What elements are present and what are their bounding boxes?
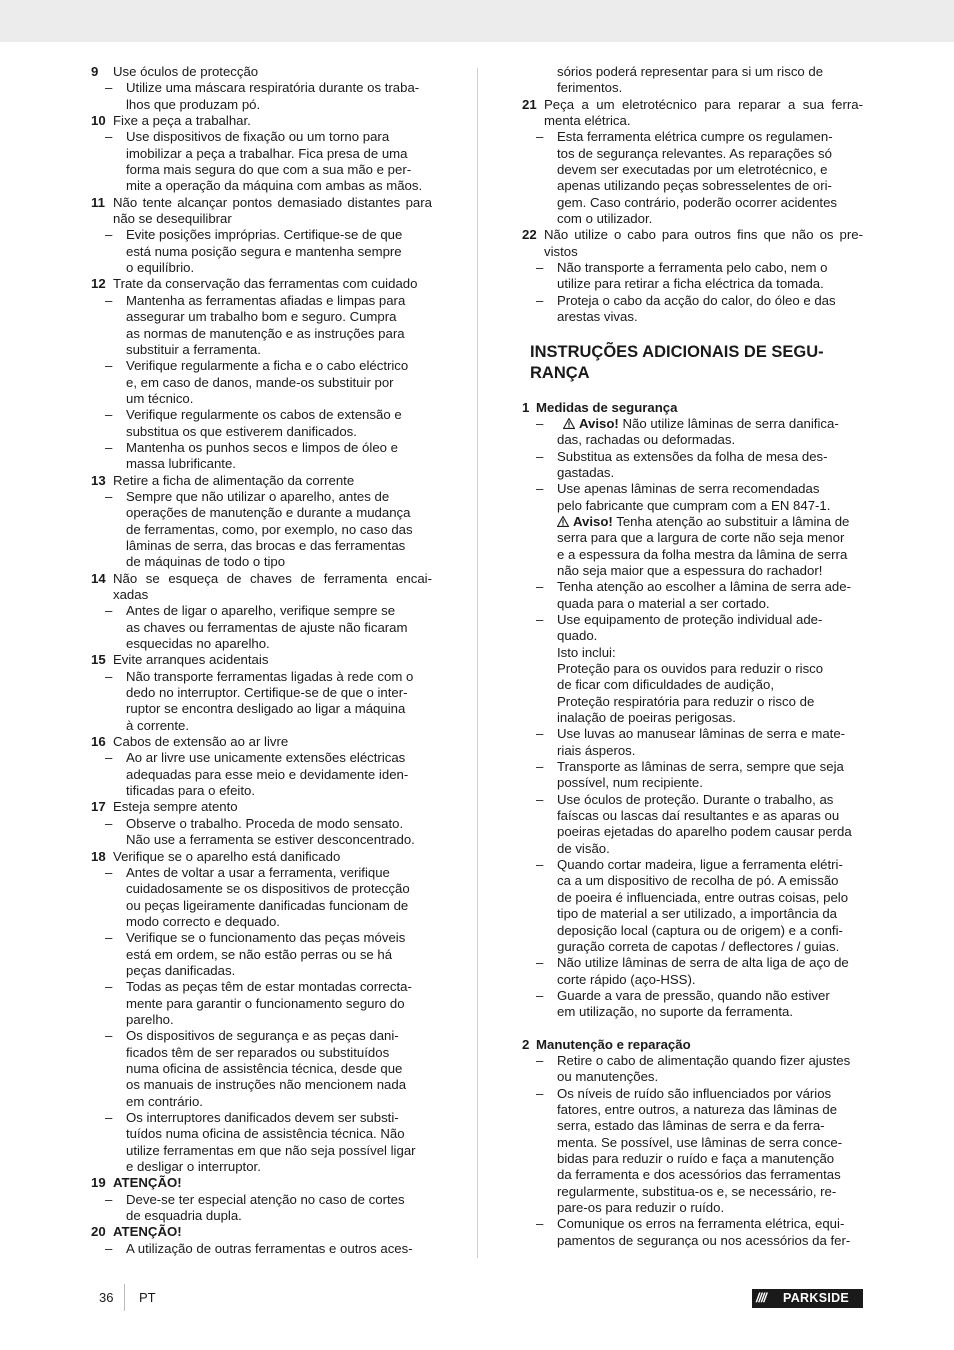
text-line: lâminas de serra, das brocas e das ferramentas <box>126 537 406 553</box>
list-item <box>91 799 432 815</box>
text-line: bidas para reduzir o ruído e faça a manutenção <box>557 1150 835 1166</box>
text-line: tipo de material a ser utilizado, a importância da <box>557 906 838 922</box>
text-line: utilize para retirar a ficha eléctrica da tomada. <box>557 276 824 292</box>
text-line: arestas vivas. <box>557 309 638 325</box>
text-line: Verifique regularmente a ficha e o cabo eléctrico <box>126 358 409 374</box>
text-line: tos de segurança relevantes. As reparações só <box>557 145 832 161</box>
item-number: 9 <box>91 64 99 79</box>
warning-icon <box>563 416 575 431</box>
subsection-label: Manutenção e reparação <box>536 1036 691 1052</box>
bullet-dash: – <box>536 987 544 1003</box>
warning-label: Aviso! <box>573 513 613 529</box>
bullet-dash: – <box>105 1110 113 1125</box>
bullet-item <box>522 955 863 988</box>
item-number: 11 <box>91 194 105 210</box>
text-line: substituir a ferramenta. <box>126 341 261 357</box>
heading-line: INSTRUÇÕES ADICIONAIS DE SEGU- <box>530 342 824 361</box>
text-line: inalação de poeiras perigosas. <box>557 710 736 726</box>
list-item <box>91 276 432 292</box>
parkside-logo <box>752 1289 863 1308</box>
text-line: à corrente. <box>126 717 190 733</box>
text-line: Os dispositivos de segurança e as peças dani- <box>126 1028 399 1044</box>
text-line: esquecidas no aparelho. <box>126 636 270 652</box>
text-line: forma mais segura do que com a sua mão e per- <box>126 162 412 178</box>
logo-slashes: //// <box>756 1291 766 1305</box>
text-line: Todas as peças têm de estar montadas correcta- <box>126 979 412 995</box>
bullet-dash: – <box>536 415 544 431</box>
text-line: Comunique os erros na ferramenta elétrica, equi- <box>557 1216 845 1232</box>
bullet-item <box>522 129 863 227</box>
text-line: lhos que produzam pó. <box>126 96 261 112</box>
text-line: massa lubrificante. <box>126 456 236 472</box>
bullet-item <box>91 1028 432 1110</box>
bullet-dash: – <box>105 129 113 145</box>
text-line: Observe o trabalho. Proceda de modo sensato. <box>126 815 404 831</box>
spacer <box>522 326 863 342</box>
list-item <box>91 113 432 129</box>
text-line: o equilíbrio. <box>126 260 195 276</box>
text-line: modo correcto e dequado. <box>126 913 280 929</box>
subsection-number: 2 <box>522 1036 530 1052</box>
bullet-dash: – <box>536 1085 544 1101</box>
bullet-item <box>522 481 863 579</box>
text-line <box>557 416 863 432</box>
text-line: Use dispositivos de fixação ou um torno para <box>126 129 390 145</box>
text-line: corte rápido (aço-HSS). <box>557 971 696 987</box>
right-column <box>522 64 863 1249</box>
bullet-item <box>91 293 432 358</box>
footer-separator <box>124 1284 125 1311</box>
text-line: não seja maior que a espessura do rachador! <box>557 562 823 578</box>
text-line: ou peças ligeiramente danificadas funcionam de <box>126 897 409 913</box>
bullet-item <box>522 612 863 726</box>
text-line: ficados têm de ser reparados ou substituídos <box>126 1044 390 1060</box>
text-line: da ferramenta e dos acessórios das ferramentas <box>557 1167 841 1183</box>
bullet-dash: – <box>536 579 544 595</box>
text-line: em contrário. <box>126 1093 203 1109</box>
list-item <box>91 734 432 750</box>
text-line: Retire o cabo de alimentação quando fizer ajustes <box>557 1052 851 1068</box>
text-line: de ferramentas, como, por exemplo, no caso das <box>126 521 413 537</box>
bullet-item <box>91 80 432 113</box>
item-title: Esteja sempre atento <box>113 799 238 815</box>
bullet-dash: – <box>105 80 113 96</box>
text-line: Tenha atenção ao escolher a lâmina de serra ade- <box>557 579 851 595</box>
item-title: Use óculos de protecção <box>113 64 259 79</box>
item-title: Trate da conservação das ferramentas com cuidado <box>113 276 418 292</box>
text-line: está em ordem, se não estão perras ou se há <box>126 946 393 962</box>
text-line: quada para o material a ser cortado. <box>557 595 770 611</box>
item-title: Fixe a peça a trabalhar. <box>113 113 251 129</box>
item-number: 15 <box>91 652 106 668</box>
text-line: Use luvas ao manusear lâminas de serra e mate- <box>557 726 846 742</box>
text-line: Use equipamento de proteção individual ade- <box>557 611 823 627</box>
logo-text: PARKSIDE <box>783 1291 850 1305</box>
bullet-dash: – <box>105 292 113 308</box>
bullet-item <box>522 792 863 857</box>
bullet-item <box>522 1216 863 1249</box>
text-line: guração correta de capotas / deflectores / guias. <box>557 938 840 954</box>
list-item <box>522 97 863 130</box>
bullet-item <box>91 440 432 473</box>
text-line: Não utilize lâminas de serra de alta liga de aço de <box>557 955 849 971</box>
bullet-dash: – <box>536 726 544 742</box>
text-line: regularmente, substitua-os e, se necessário, re- <box>557 1183 837 1199</box>
text-line: Não transporte a ferramenta pelo cabo, nem o <box>557 260 828 276</box>
item-title: Retire a ficha de alimentação da corrente <box>113 472 355 488</box>
item-title: Peça a um eletrotécnico para reparar a sua ferra-menta elétrica. <box>544 96 863 129</box>
item-title: Não utilize o cabo para outros fins que não os pre-vistos <box>544 227 863 259</box>
text-line: Mantenha os punhos secos e limpos de óleo e <box>126 439 398 455</box>
text-line: mite a operação da máquina com ambas as mãos. <box>126 178 423 194</box>
bullet-item <box>522 857 863 955</box>
text-line: Use apenas lâminas de serra recomendadas <box>557 481 820 497</box>
bullet-item <box>91 1110 432 1175</box>
bullet-item <box>522 579 863 612</box>
text-line: ca a um dispositivo de recolha de pó. A emissão <box>557 873 839 889</box>
warning-label: Aviso! <box>579 415 619 431</box>
left-column <box>91 64 432 1257</box>
item-number: 21 <box>522 96 537 112</box>
text-line: Mantenha as ferramentas afiadas e limpas para <box>126 292 406 308</box>
text-line: Os interruptores danificados devem ser substi- <box>126 1110 399 1125</box>
bullet-item <box>91 979 432 1028</box>
text-line: pamentos de segurança ou nos acessórios da fer- <box>557 1232 851 1248</box>
text-line: de visão. <box>557 840 610 856</box>
text-line: ruptor se encontra desligado ao ligar a máquina <box>126 701 406 717</box>
text-line <box>557 514 863 530</box>
text-line: de máquinas de todo o tipo <box>126 554 286 570</box>
text-line: apenas utilizando peças sobresselentes de ori- <box>557 178 832 194</box>
text-line: e, em caso de danos, mande-os substituir por <box>126 374 394 390</box>
text-line: deposição local (captura ou de origem) e a confi- <box>557 922 843 938</box>
text-line: das, rachadas ou deformadas. <box>557 432 736 448</box>
bullet-dash: – <box>105 864 113 880</box>
text-line: um técnico. <box>126 390 194 406</box>
bullet-dash: – <box>105 815 113 831</box>
bullet-dash: – <box>536 857 544 873</box>
bullet-item <box>522 449 863 482</box>
bullet-item <box>522 759 863 792</box>
text-line: Os níveis de ruído são influenciados por vários <box>557 1085 832 1101</box>
bullet-item <box>522 1086 863 1217</box>
text-line: pelo fabricante que cumpram com a EN 847-1. <box>557 497 831 513</box>
subsection-title <box>522 1037 863 1053</box>
bullet-dash: – <box>536 611 544 627</box>
item-number: 10 <box>91 113 106 129</box>
bullet-item <box>522 260 863 293</box>
text-line: Proteção respiratória para reduzir o risco de <box>557 693 815 709</box>
text-line: A utilização de outras ferramentas e outros aces- <box>126 1240 413 1256</box>
text-line: de esquadria dupla. <box>126 1208 242 1224</box>
text-line: Quando cortar madeira, ligue a ferramenta elétri- <box>557 857 843 873</box>
text-line: de poeira é influenciada, entre outras coisas, pelo <box>557 889 849 905</box>
text-line: Substitua as extensões da folha de mesa des- <box>557 448 828 464</box>
bullet-dash: – <box>536 292 544 308</box>
text-line: ou manutenções. <box>557 1069 659 1085</box>
text-line: serra, estado das lâminas de serra e da ferra- <box>557 1118 825 1134</box>
warning-icon <box>557 514 569 529</box>
text-line: faíscas ou lascas daí resultantes e as aparas ou <box>557 808 840 824</box>
bullet-dash: – <box>105 750 113 766</box>
list-item <box>91 849 432 865</box>
item-number: 22 <box>522 227 537 243</box>
bullet-dash: – <box>536 481 544 497</box>
text-line: menta. Se possível, use lâminas de serra conce- <box>557 1134 843 1150</box>
text-line: serra para que a largura de corte não seja menor <box>557 530 845 546</box>
text-line: Ao ar livre use unicamente extensões eléctricas <box>126 750 406 766</box>
text-line: Esta ferramenta elétrica cumpre os regulamen- <box>557 129 833 145</box>
item-number: 12 <box>91 276 106 292</box>
bullet-dash: – <box>105 358 113 374</box>
text-line: Antes de ligar o aparelho, verifique sempre se <box>126 603 396 619</box>
list-item <box>91 195 432 228</box>
text-line: Isto inclui: <box>557 644 616 660</box>
item-title: Evite arranques acidentais <box>113 652 269 668</box>
text-line: mente para garantir o funcionamento seguro do <box>126 995 405 1011</box>
item-number: 13 <box>91 472 106 488</box>
list-item <box>91 64 432 80</box>
text-line: Sempre que não utilizar o aparelho, antes de <box>126 488 390 504</box>
text-line: Deve-se ter especial atenção no caso de cortes <box>126 1191 405 1207</box>
bullet-dash: – <box>536 129 544 145</box>
text-line: pare-os para reduzir o ruído. <box>557 1200 725 1215</box>
bullet-item <box>91 865 432 930</box>
subsection-title <box>522 400 863 416</box>
text-line: cuidadosamente se os dispositivos de protecção <box>126 881 410 897</box>
text-line: em utilização, no suporte da ferramenta. <box>557 1004 794 1020</box>
bullet-dash: – <box>536 791 544 807</box>
bullet-dash: – <box>105 488 113 504</box>
text-line: Não transporte ferramentas ligadas à rede com o <box>126 668 414 684</box>
bullet-item <box>91 930 432 979</box>
item-title: ATENÇÃO! <box>113 1224 182 1240</box>
bullet-item <box>91 489 432 571</box>
item-number: 18 <box>91 848 106 864</box>
bullet-dash: – <box>105 930 113 946</box>
continued-text: sórios poderá representar para si um risco de <box>557 64 824 79</box>
bullet-item <box>91 603 432 652</box>
text-line: Verifique regularmente os cabos de extensão e <box>126 407 402 423</box>
text-line: peças danificadas. <box>126 962 236 978</box>
bullet-item <box>91 227 432 276</box>
bullet-dash: – <box>536 955 544 971</box>
text-line: utilize ferramentas em que não seja possível ligar <box>126 1142 416 1158</box>
spacer <box>522 384 863 400</box>
text-line: gem. Caso contrário, poderão ocorrer acidentes <box>557 194 838 210</box>
list-item <box>91 1224 432 1240</box>
bullet-dash: – <box>536 759 544 775</box>
bullet-item <box>522 416 863 449</box>
bullet-item <box>91 1241 432 1257</box>
text-line: Transporte as lâminas de serra, sempre que seja <box>557 759 844 775</box>
bullet-item <box>91 358 432 407</box>
text-line: quado. <box>557 628 598 644</box>
text-line: Verifique se o funcionamento das peças móveis <box>126 930 406 946</box>
bullet-dash: – <box>536 260 544 276</box>
bullet-dash: – <box>105 1240 113 1256</box>
list-item <box>91 473 432 489</box>
bullet-item <box>91 407 432 440</box>
text-line: está numa posição segura e mantenha sempre <box>126 243 402 259</box>
bullet-item <box>91 750 432 799</box>
text-line: possível, num recipiente. <box>557 775 703 791</box>
bullet-item <box>91 129 432 194</box>
text-line: substitua os que estiverem danificados. <box>126 423 357 439</box>
bullet-item <box>91 669 432 734</box>
text-line: Proteção para os ouvidos para reduzir o risco <box>557 661 824 676</box>
list-item <box>91 1175 432 1191</box>
bullet-dash: – <box>536 448 544 464</box>
list-item <box>522 227 863 260</box>
bullet-dash: – <box>536 1216 544 1232</box>
bullet-dash: – <box>105 1191 113 1207</box>
item-title: Cabos de extensão ao ar livre <box>113 734 289 750</box>
text-line: poeiras ejetadas do aparelho podem causar perda <box>557 824 852 840</box>
bullet-dash: – <box>105 1028 113 1044</box>
text-line: Utilize uma máscara respiratória durante os traba- <box>126 80 420 96</box>
list-item <box>91 571 432 604</box>
bullet-item <box>91 1192 432 1225</box>
warning-text: Não utilize lâminas de serra danifica- <box>618 415 839 431</box>
column-divider <box>477 68 478 1258</box>
item-number: 19 <box>91 1175 106 1191</box>
warning-text: Tenha atenção ao substituir a lâmina de <box>612 513 850 529</box>
bullet-dash: – <box>105 227 113 243</box>
text-line: tificadas para o efeito. <box>126 783 256 799</box>
bullet-item <box>522 726 863 759</box>
text-line: adequadas para esse meio e devidamente iden- <box>126 766 409 782</box>
text-line: os manuais de instruções não mencionem nada <box>126 1077 407 1093</box>
bullet-item <box>522 293 863 326</box>
text-line: Guarde a vara de pressão, quando não estiver <box>557 987 830 1003</box>
top-bar <box>0 0 954 42</box>
bullet-dash: – <box>105 668 113 684</box>
item-title: Não se esqueça de chaves de ferramenta encai-xadas <box>113 570 432 602</box>
text-line: com o utilizador. <box>557 211 653 227</box>
text-line: riais ásperos. <box>557 742 636 758</box>
bullet-dash: – <box>105 439 113 455</box>
subsection-label: Medidas de segurança <box>536 399 678 415</box>
text-line: operações de manutenção e durante a mudança <box>126 505 411 521</box>
bullet-item <box>522 988 863 1021</box>
text-line: as chaves ou ferramentas de ajuste não ficaram <box>126 619 408 635</box>
subsection-number: 1 <box>522 399 530 415</box>
text-line: parelho. <box>126 1011 174 1027</box>
item-number: 16 <box>91 734 106 750</box>
text-line: tuídos numa oficina de assistência técnica. Não <box>126 1126 405 1142</box>
text-line: e desligar o interruptor. <box>126 1159 261 1175</box>
item-number: 14 <box>91 570 106 586</box>
text-line: Proteja o cabo da acção do calor, do óleo e das <box>557 292 836 308</box>
section-heading <box>522 342 863 384</box>
bullet-dash: – <box>105 603 113 619</box>
continued-text: ferimentos. <box>557 80 623 96</box>
page-number: 36 <box>99 1290 114 1305</box>
text-line: Use óculos de proteção. Durante o trabalho, as <box>557 791 834 807</box>
spacer <box>522 1021 863 1037</box>
text-line: dedo no interruptor. Certifique-se de que o inter- <box>126 685 408 701</box>
text-line: Antes de voltar a usar a ferramenta, verifique <box>126 864 390 880</box>
text-line: e a espessura da folha mestra da lâmina de serra <box>557 546 848 562</box>
bullet-dash: – <box>105 979 113 995</box>
item-number: 20 <box>91 1224 106 1240</box>
language-code: PT <box>139 1290 156 1305</box>
text-line: imobilizar a peça a trabalhar. Fica presa de uma <box>126 145 408 161</box>
list-item <box>91 652 432 668</box>
item-title: Verifique se o aparelho está danificado <box>113 848 341 864</box>
text-line: gastadas. <box>557 464 615 480</box>
bullet-dash: – <box>105 407 113 423</box>
item-title: Não tente alcançar pontos demasiado distantes para não se desequilibrar <box>113 194 432 227</box>
text-line: assegurar um trabalho bom e seguro. Cumpra <box>126 309 397 325</box>
text-line: devem ser executadas por um eletrotécnico, e <box>557 162 828 178</box>
text-line: de ficar com dificuldades de audição, <box>557 677 774 693</box>
bullet-item <box>522 1053 863 1086</box>
text-line: fatores, entre outros, a natureza das lâminas de <box>557 1101 838 1117</box>
heading-line: RANÇA <box>530 363 590 382</box>
bullet-dash: – <box>536 1052 544 1068</box>
text-line: Não use a ferramenta se estiver desconcentrado. <box>126 832 415 848</box>
text-line: as normas de manutenção e as instruções para <box>126 325 405 341</box>
item-number: 17 <box>91 799 106 815</box>
item-title: ATENÇÃO! <box>113 1175 182 1191</box>
text-line: numa oficina de assistência técnica, desde que <box>126 1060 403 1076</box>
bullet-item <box>91 816 432 849</box>
text-line: Evite posições impróprias. Certifique-se de que <box>126 227 403 243</box>
